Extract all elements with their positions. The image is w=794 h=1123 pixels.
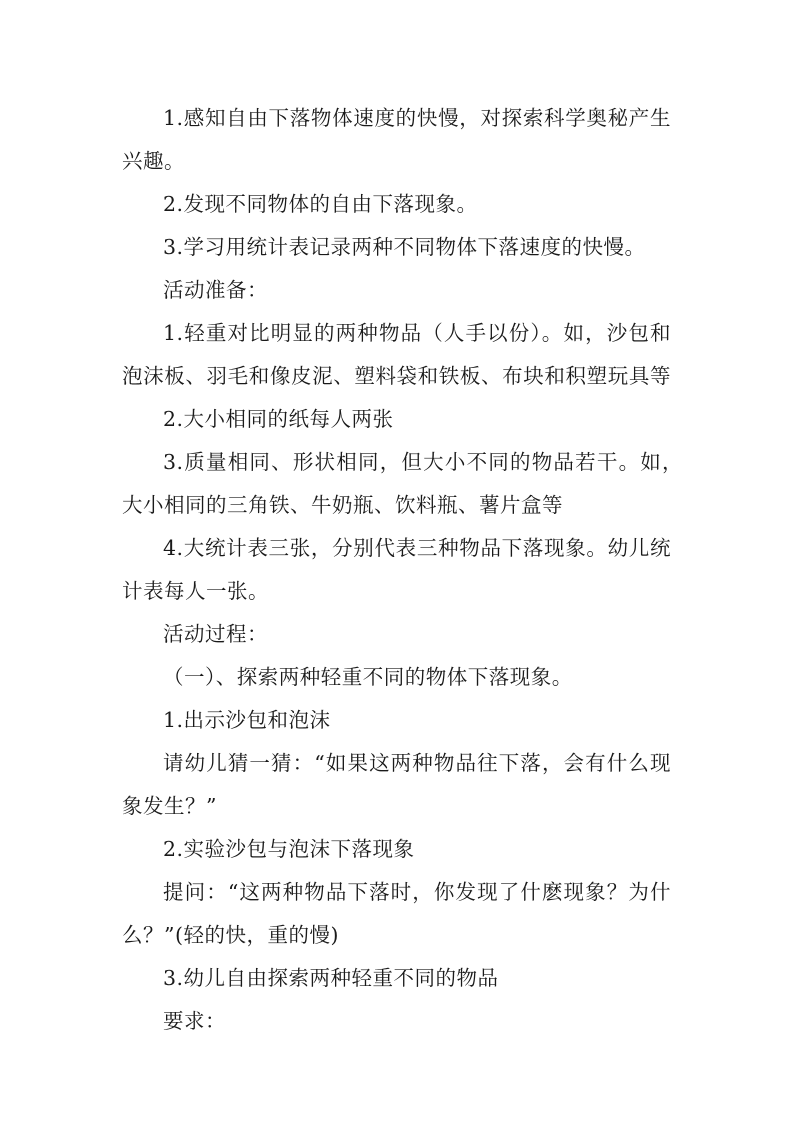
process-part-1-heading: （一）、探索两种轻重不同的物体下落现象。: [163, 665, 573, 689]
preparation-3-line-2: 大小相同的三角铁、牛奶瓶、饮料瓶、薯片盒等: [122, 493, 563, 517]
objective-1-line-1: 1.感知自由下落物体速度的快慢，对探索科学奥秘产生: [163, 106, 671, 130]
section-heading-process: 活动过程：: [163, 622, 268, 646]
process-step-1-question-line-1: 请幼儿猜一猜：“如果这两种物品往下落，会有什么现: [163, 751, 671, 775]
preparation-2: 2.大小相同的纸每人两张: [163, 407, 394, 431]
preparation-1-line-2: 泡沫板、羽毛和像皮泥、塑料袋和铁板、布块和积塑玩具等: [122, 364, 671, 388]
objective-1-line-2: 兴趣。: [122, 149, 185, 173]
preparation-1-line-1: 1.轻重对比明显的两种物品（人手以份）。如，沙包和: [163, 321, 671, 345]
process-step-2-question-line-2: 么？”(轻的快，重的慢): [122, 923, 339, 947]
process-step-2-question-line-1: 提问：“这两种物品下落时，你发现了什麽现象？为什: [163, 880, 671, 904]
preparation-4-line-2: 计表每人一张。: [122, 579, 269, 603]
preparation-4-line-1: 4.大统计表三张，分别代表三种物品下落现象。幼儿统: [163, 536, 671, 560]
process-step-3: 3.幼儿自由探索两种轻重不同的物品: [163, 966, 499, 990]
process-step-2: 2.实验沙包与泡沫下落现象: [163, 837, 415, 861]
process-step-1: 1.出示沙包和泡沫: [163, 708, 331, 732]
section-heading-preparation: 活动准备：: [163, 278, 268, 302]
objective-3: 3.学习用统计表记录两种不同物体下落速度的快慢。: [163, 235, 646, 259]
preparation-3-line-1: 3.质量相同、形状相同，但大小不同的物品若干。如，: [163, 450, 683, 474]
objective-2: 2.发现不同物体的自由下落现象。: [163, 192, 478, 216]
process-step-1-question-line-2: 象发生？”: [122, 794, 217, 818]
process-step-3-requirements: 要求：: [163, 1009, 226, 1033]
